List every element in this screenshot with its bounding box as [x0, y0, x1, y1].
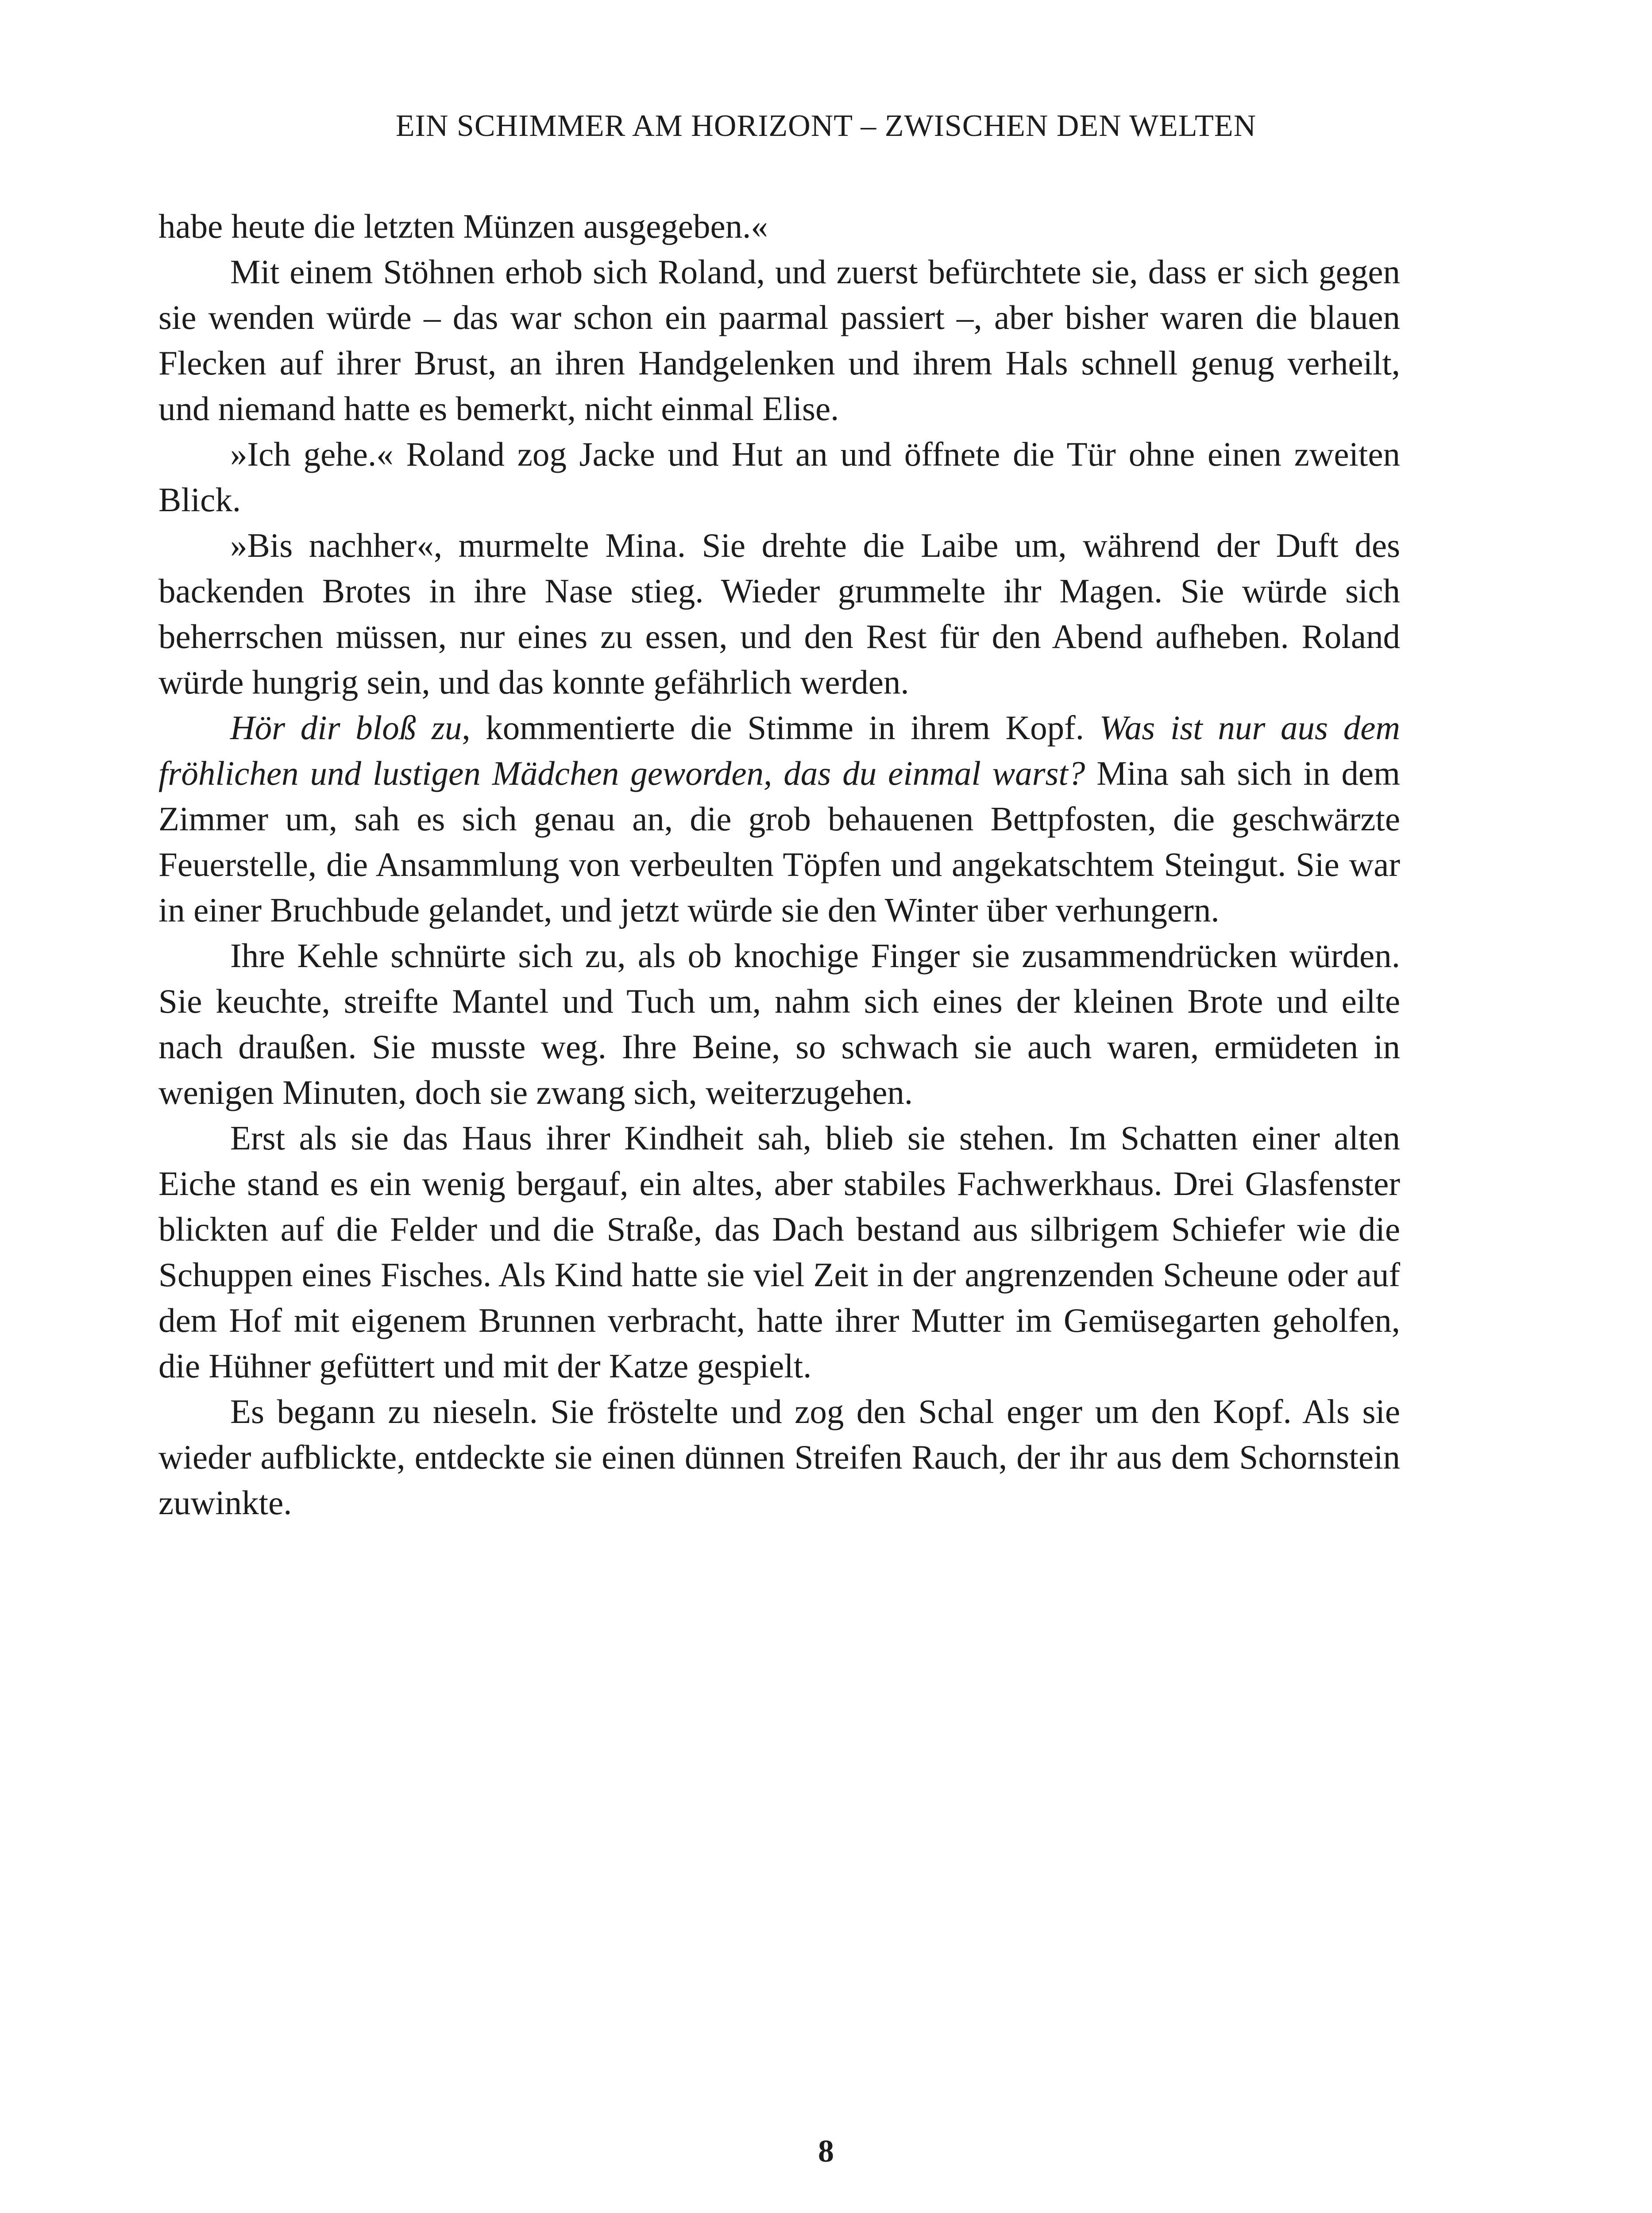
page-number: 8 [818, 2133, 834, 2169]
paragraph-2: Mit einem Stöhnen erhob sich Roland, und zuerst befürchtete sie, dass er sich gegen sie wenden würde – das war schon ein paarmal passiert –, aber bisher waren die blauen Flecken auf ihrer Brust, an ihren Handgelenken und ihrem Hals schnell genug verheilt, und niemand hatte es bemerkt, nicht einmal Elise. [158, 253, 1400, 428]
paragraph-6: Ihre Kehle schnürte sich zu, als ob knochige Finger sie zusammendrücken würden. Sie keuchte, streifte Mantel und Tuch um, nahm sich eines der kleinen Brote und eilte nach draußen. Sie musste weg. Ihre Beine, so schwach sie auch waren, ermüdeten in wenigen Minuten, doch sie zwang sich, weiterzugehen. [158, 937, 1400, 1111]
italic-inner-voice-1: Hör dir bloß zu [230, 709, 462, 747]
running-header: EIN SCHIMMER AM HORIZONT – ZWISCHEN DEN WELTEN [395, 109, 1257, 143]
paragraph-8: Es begann zu nieseln. Sie fröstelte und zog den Schal enger um den Kopf. Als sie wieder aufblickte, entdeckte sie einen dünnen Streifen Rauch, der ihr aus dem Schornstein zuwinkte. [158, 1392, 1400, 1522]
body-text [158, 204, 1400, 1526]
paragraph-5-text-2: Mina sah sich in dem Zimmer um, sah es sich genau an, die grob behauenen Bettpfosten, die geschwärzte Feuerstelle, die Ansammlung von verbeulten Töpfen und angekatschtem Steingut. Sie war in einer Bruchbude gelandet, und jetzt würde sie den Winter über verhungern. [158, 754, 1400, 929]
paragraph-7: Erst als sie das Haus ihrer Kindheit sah, blieb sie stehen. Im Schatten einer alten Eiche stand es ein wenig bergauf, ein altes, aber stabiles Fachwerkhaus. Drei Glasfenster blickten auf die Felder und die Straße, das Dach bestand aus silbrigem Schiefer wie die Schuppen eines Fisches. Als Kind hatte sie viel Zeit in der angrenzenden Scheune oder auf dem Hof mit eigenem Brunnen verbracht, hatte ihrer Mutter im Gemüsegarten geholfen, die Hühner gefüttert und mit der Katze gespielt. [158, 1119, 1400, 1385]
paragraph-3: »Ich gehe.« Roland zog Jacke und Hut an und öffnete die Tür ohne einen zweiten Blick. [158, 435, 1400, 519]
paragraph-5-text-1: , kommentierte die Stimme in ihrem Kopf. [462, 709, 1100, 747]
paragraph-5 [158, 705, 1400, 933]
paragraph-1: habe heute die letzten Münzen ausgegeben.« [158, 207, 768, 245]
paragraph-4: »Bis nachher«, murmelte Mina. Sie drehte die Laibe um, während der Duft des backenden Brotes in ihre Nase stieg. Wieder grummelte ihr Magen. Sie würde sich beherrschen müssen, nur eines zu essen, und den Rest für den Abend aufheben. Roland würde hungrig sein, und das konnte gefährlich werden. [158, 526, 1400, 701]
italic-inner-voice-2: Was ist nur aus dem fröhlichen und lustigen Mädchen geworden, das du einmal warst? [158, 709, 1400, 792]
